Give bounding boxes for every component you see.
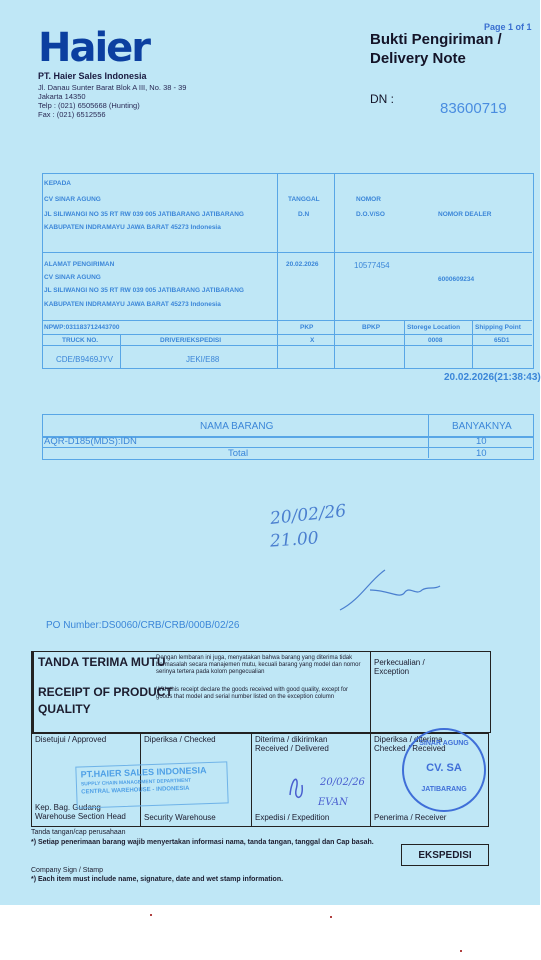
approved-label: Disetujui / Approved <box>35 735 107 744</box>
truck-label: TRUCK NO. <box>62 337 99 344</box>
alamat-label: ALAMAT PENGIRIMAN <box>44 261 115 268</box>
company-stamp <box>75 761 228 808</box>
storage-value: 0008 <box>428 337 443 344</box>
table-divider <box>277 173 278 368</box>
kepada-name: CV SINAR AGUNG <box>44 196 101 203</box>
truck-value: CDE/B9469JYV <box>56 355 113 364</box>
svg-text:EVAN: EVAN <box>318 797 348 808</box>
dealer-label: NOMOR DEALER <box>438 211 492 218</box>
table-divider <box>251 733 252 826</box>
received-signature <box>280 765 365 810</box>
date-value: 20.02.2026 <box>286 261 319 268</box>
driver-value: JEKI/E88 <box>186 355 220 364</box>
scan-speck <box>330 916 332 918</box>
shipping-value: 65D1 <box>494 337 510 344</box>
dealer-value: 6000609234 <box>438 276 475 283</box>
table-divider <box>370 733 371 826</box>
handwritten-time: 21.00 <box>269 528 320 552</box>
driver-label: DRIVER/EKSPEDISI <box>160 337 222 344</box>
item-name-header: NAMA BARANG <box>200 421 274 432</box>
round-stamp-mid: CV. SA <box>426 762 462 774</box>
table-divider <box>334 173 335 368</box>
table-divider <box>42 345 532 346</box>
checked-label: Diperiksa / Checked <box>144 735 216 744</box>
kepada-address: KABUPATEN INDRAMAYU JAWA BARAT 45273 Indonesia <box>44 224 221 231</box>
nomor-label: NOMOR <box>356 196 381 203</box>
security-label: Security Warehouse <box>144 813 216 822</box>
po-number: PO Number:DS0060/CRB/CRB/000B/02/26 <box>46 620 240 631</box>
table-divider <box>404 320 405 368</box>
receipt-text-en: With this receipt declare the goods received with good quality, except for goods that model and serial number listed on the exception column <box>156 687 348 700</box>
printed-timestamp: 20.02.2026(21:38:43) <box>444 372 541 383</box>
receipt-text-id: Dengan lembaran ini juga, menyatakan bahwa barang yang diterima tidak bermasalah secara manajemen mutu, kecuali barang yang model dan nomor serinya tertera pada kolom pengecualian <box>156 655 361 675</box>
sign-label: Company Sign / Stamp <box>31 867 103 874</box>
note-english: *) Each item must include name, signature, date and wet stamp information. <box>31 876 284 883</box>
round-stamp-bottom: JATIBARANG <box>421 786 467 793</box>
company-address-line: Jakarta 14350 <box>38 92 86 101</box>
note-indonesian: *) Setiap penerimaan barang wajib menyertakan informasi nama, tanda tangan, tanggal dan Cap basah. <box>31 839 374 846</box>
title-line-id: Bukti Pengiriman / <box>370 31 502 48</box>
dn-label: DN : <box>370 92 394 106</box>
receipt-title-id: TANDA TERIMA MUTU <box>38 655 166 669</box>
exception-label: Perkecualian / Exception <box>374 658 425 677</box>
item-qty: 10 <box>476 436 487 447</box>
table-divider <box>42 334 532 335</box>
scan-speck <box>460 950 462 952</box>
receipt-title-en: QUALITY <box>38 702 91 716</box>
nomor-sub: D.O.V/SO <box>356 211 385 218</box>
order-value: 10577454 <box>354 261 390 270</box>
table-divider <box>370 651 371 733</box>
checked-received-label: Diperiksa / diterima Checked / Received <box>374 735 446 754</box>
table-divider <box>428 414 429 458</box>
round-company-stamp <box>402 728 486 812</box>
pkp-value: X <box>310 337 315 344</box>
dn-number: 83600719 <box>440 100 507 117</box>
kepada-label: KEPADA <box>44 180 71 187</box>
company-phone: Telp : (021) 6505668 (Hunting) <box>38 101 140 110</box>
title-line-en: Delivery Note <box>370 50 466 67</box>
stamp-note: Tanda tangan/cap perusahaan <box>31 829 126 836</box>
total-label: Total <box>228 448 249 459</box>
total-qty: 10 <box>476 448 487 459</box>
table-divider <box>120 334 121 368</box>
table-divider <box>42 320 532 321</box>
handwritten-date: 20/02/26 <box>269 501 348 529</box>
item-qty-header: BANYAKNYA <box>452 421 512 432</box>
svg-text:20/02/26: 20/02/26 <box>320 777 365 788</box>
bpkp-label: BPKP <box>362 324 381 331</box>
storage-location-label: Storege Location <box>407 324 461 331</box>
tanggal-sub: D.N <box>298 211 310 218</box>
page-indicator: Page 1 of 1 <box>484 22 532 32</box>
received-label: Diterima / dikirimkan Received / Delivered <box>255 735 329 754</box>
receipt-title-en: RECEIPT OF PRODUCT <box>38 685 173 699</box>
handwritten-signature <box>330 560 450 620</box>
table-divider <box>472 320 473 368</box>
scan-speck <box>150 914 152 916</box>
table-divider <box>42 447 532 448</box>
round-stamp-top: SINAR AGUNG <box>419 740 469 747</box>
copy-label: EKSPEDISI <box>418 849 472 861</box>
company-address-line: Jl. Danau Sunter Barat Blok A III, No. 38 - 39 <box>38 83 187 92</box>
shipping-point-label: Shipping Point <box>475 324 521 331</box>
alamat-address: KABUPATEN INDRAMAYU JAWA BARAT 45273 Indonesia <box>44 301 221 308</box>
company-name: PT. Haier Sales Indonesia <box>38 71 147 81</box>
alamat-name: CV SINAR AGUNG <box>44 274 101 281</box>
company-fax: Fax : (021) 6512556 <box>38 110 106 119</box>
expedition-label: Expedisi / Expedition <box>255 813 330 822</box>
copy-label-box <box>401 844 489 866</box>
kepada-address: JL SILIWANGI NO 35 RT RW 039 005 JATIBARANG JATIBARANG <box>44 211 244 218</box>
pkp-label: PKP <box>300 324 314 331</box>
haier-logo: Haier <box>38 25 150 71</box>
document-title <box>370 30 502 68</box>
table-divider <box>42 252 532 253</box>
tanggal-label: TANGGAL <box>288 196 320 203</box>
stamp-line: CENTRAL WAREHOUSE - INDONESIA <box>81 785 190 796</box>
stamp-line: PT.HAIER SALES INDONESIA <box>80 765 207 780</box>
item-name: AQR-D185(MDS):IDN <box>44 436 137 447</box>
warehouse-head-label: Kep. Bag. Gudang Warehouse Section Head <box>35 803 126 822</box>
receiver-label: Penerima / Receiver <box>374 813 447 822</box>
stamp-line: SUPPLY CHAIN MANAGEMENT DEPARTMENT <box>80 777 192 788</box>
alamat-address: JL SILIWANGI NO 35 RT RW 039 005 JATIBARANG JATIBARANG <box>44 287 244 294</box>
npwp: NPWP:031183712443700 <box>44 324 120 331</box>
